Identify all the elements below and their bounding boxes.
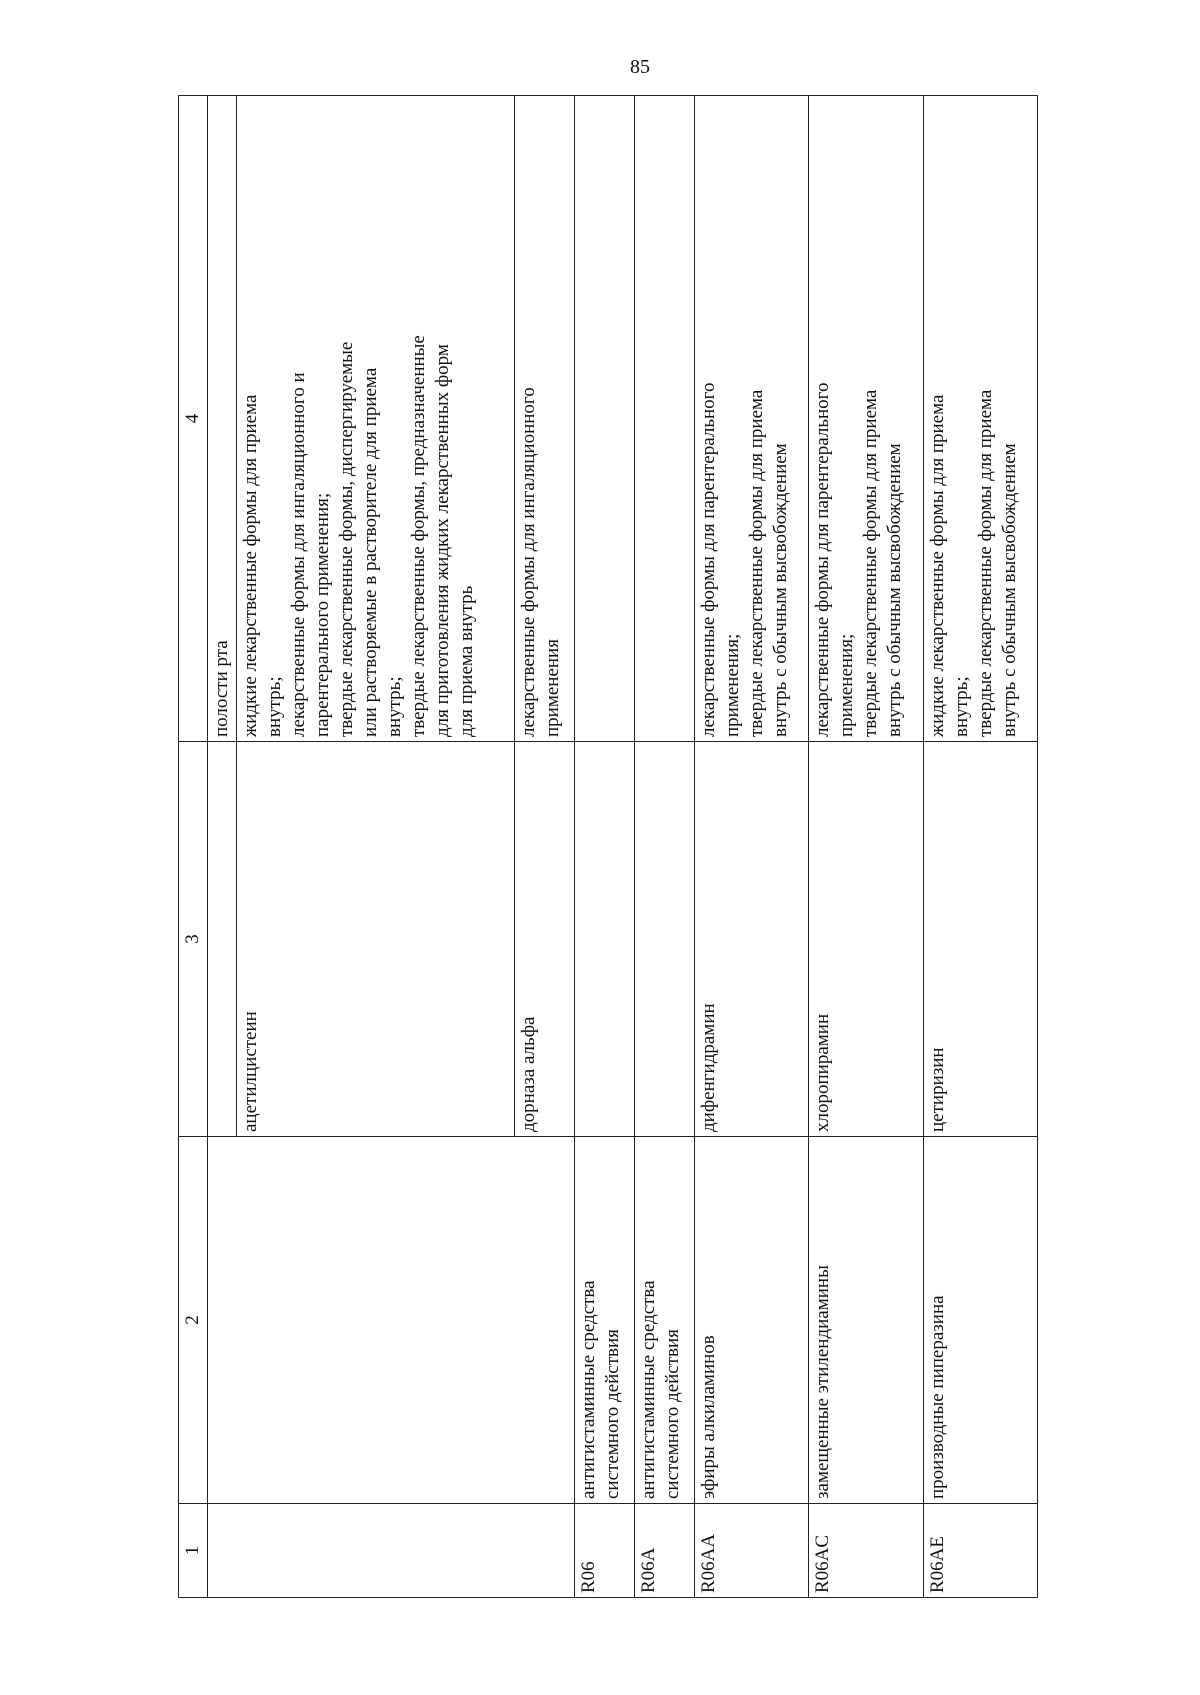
group-line: системного действия bbox=[661, 1329, 683, 1499]
group-cell bbox=[634, 1137, 694, 1504]
drug-cell: цетиризин bbox=[923, 742, 1038, 1137]
code-cell-blank bbox=[208, 1504, 575, 1598]
group-cell bbox=[574, 1137, 634, 1504]
forms-line: или растворяемые в растворителе для приема bbox=[360, 367, 381, 737]
code-cell: R06A bbox=[634, 1504, 694, 1598]
code-cell: R06AE bbox=[923, 1504, 1038, 1598]
drug-table bbox=[178, 95, 1038, 1598]
forms-line: применения; bbox=[721, 633, 743, 737]
forms-cell bbox=[809, 96, 923, 742]
group-line: замещенные этилендиамины bbox=[812, 1265, 834, 1499]
forms-line: для приема внутрь bbox=[456, 585, 477, 737]
table-row bbox=[634, 96, 694, 1598]
forms-line: внутрь с обычным высвобождением bbox=[998, 443, 1020, 737]
forms-line: твердые лекарственные формы для приема bbox=[860, 389, 882, 737]
forms-cell bbox=[574, 96, 634, 742]
group-cell bbox=[809, 1137, 923, 1504]
continuation-row bbox=[208, 96, 237, 1598]
forms-line: твердые лекарственные формы для приема bbox=[745, 389, 767, 737]
forms-line: применения bbox=[541, 639, 563, 737]
table-row bbox=[923, 96, 1038, 1598]
forms-line: лекарственные формы для парентерального bbox=[697, 382, 719, 737]
group-line: антигистаминные средства bbox=[577, 1280, 599, 1499]
forms-line: лекарственные формы для парентерального bbox=[812, 382, 834, 737]
drug-cell: дорназа альфа bbox=[514, 742, 574, 1137]
forms-line: внутрь; bbox=[384, 676, 405, 737]
forms-line: жидкие лекарственные формы для приема bbox=[926, 394, 948, 737]
group-cell bbox=[923, 1137, 1038, 1504]
forms-line: применения; bbox=[836, 633, 858, 737]
forms-line: твердые лекарственные формы, диспергируемые bbox=[336, 341, 357, 737]
forms-cell bbox=[634, 96, 694, 742]
group-cell-blank bbox=[208, 1137, 575, 1504]
forms-line: для приготовления жидких лекарственных форм bbox=[432, 344, 453, 737]
forms-line: твердые лекарственные формы для приема bbox=[974, 389, 996, 737]
drug-cell: ацетилцистеин bbox=[237, 742, 515, 1137]
forms-line: лекарственные формы для ингаляционного bbox=[517, 387, 539, 737]
forms-line: внутрь; bbox=[264, 676, 285, 737]
forms-cell-continuation: полости рта bbox=[208, 96, 237, 742]
rotated-table-wrapper bbox=[178, 96, 1038, 1598]
header-col-3: 3 bbox=[179, 742, 208, 1137]
group-line: системного действия bbox=[601, 1329, 623, 1499]
page-number: 85 bbox=[630, 56, 650, 78]
table-row bbox=[694, 96, 808, 1598]
group-line: антигистаминные средства bbox=[637, 1280, 659, 1499]
forms-cell bbox=[694, 96, 808, 742]
code-cell: R06 bbox=[574, 1504, 634, 1598]
group-line: эфиры алкиламинов bbox=[697, 1335, 719, 1499]
header-col-4: 4 bbox=[179, 96, 208, 742]
group-cell bbox=[694, 1137, 808, 1504]
drug-cell: хлоропирамин bbox=[809, 742, 923, 1137]
forms-line: внутрь с обычным высвобождением bbox=[769, 443, 791, 737]
forms-line: жидкие лекарственные формы для приема bbox=[240, 394, 261, 737]
forms-line: парентерального применения; bbox=[312, 492, 333, 737]
code-cell: R06AA bbox=[694, 1504, 808, 1598]
forms-cell bbox=[923, 96, 1038, 742]
forms-line: внутрь; bbox=[950, 676, 972, 737]
drug-cell bbox=[574, 742, 634, 1137]
forms-cell bbox=[514, 96, 574, 742]
forms-line: лекарственные формы для ингаляционного и bbox=[288, 372, 309, 737]
code-cell: R06AC bbox=[809, 1504, 923, 1598]
table-row bbox=[574, 96, 634, 1598]
header-col-2: 2 bbox=[179, 1137, 208, 1504]
forms-cell bbox=[237, 96, 515, 742]
group-line: производные пиперазина bbox=[926, 1295, 948, 1499]
header-col-1: 1 bbox=[179, 1504, 208, 1598]
drug-cell-blank bbox=[208, 742, 237, 1137]
forms-line: твердые лекарственные формы, предназначенные bbox=[408, 335, 429, 737]
table-row bbox=[809, 96, 923, 1598]
drug-cell bbox=[634, 742, 694, 1137]
header-row bbox=[179, 96, 208, 1598]
forms-line: внутрь с обычным высвобождением bbox=[884, 443, 906, 737]
drug-cell: дифенгидрамин bbox=[694, 742, 808, 1137]
